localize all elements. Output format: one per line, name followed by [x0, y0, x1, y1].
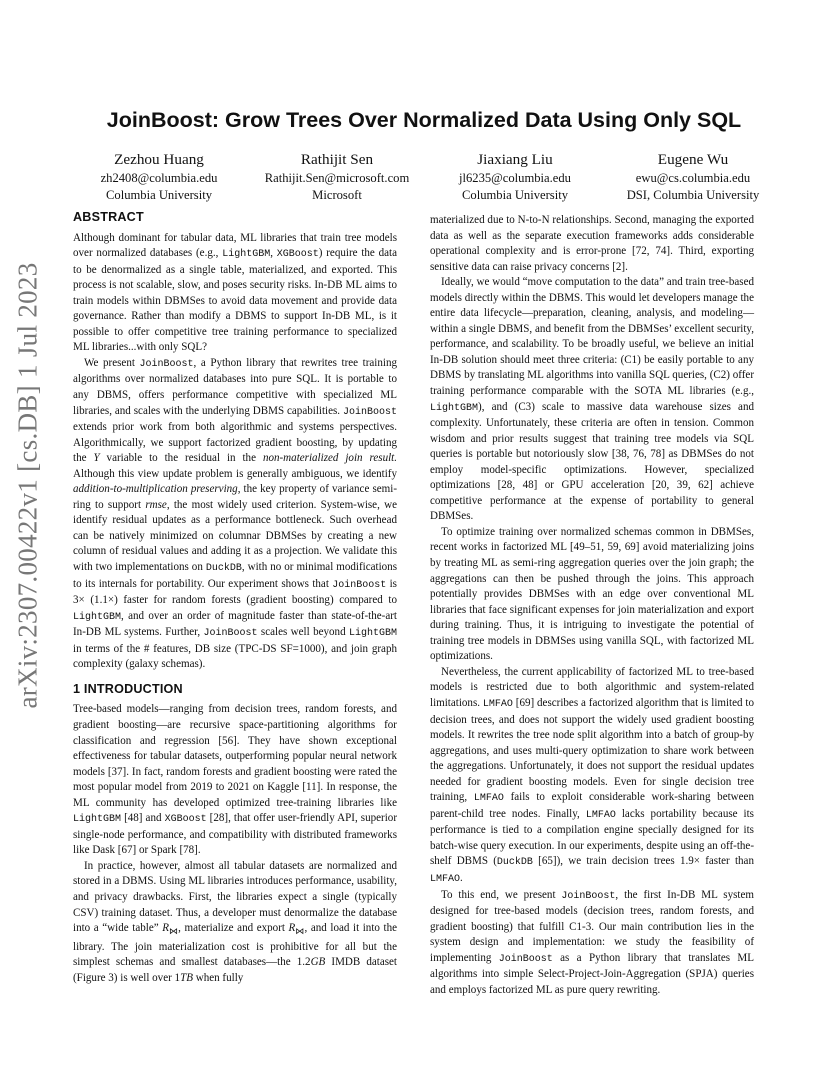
author-3	[426, 150, 604, 204]
abstract-heading: ABSTRACT	[73, 210, 144, 224]
author-email: ewu@cs.columbia.edu	[635, 171, 751, 185]
author-name: Rathijit Sen	[300, 151, 374, 168]
author-2	[248, 150, 426, 204]
introduction-heading: 1 INTRODUCTION	[73, 681, 183, 696]
intro-paragraph-3: materialized due to N-to-N relationships. Second, managing the exported data as well as the separate execution frameworks adds considerable operational complexity and is error-prone [72, 74]. Third, exporting sensitive data can raise privacy concerns [2].	[430, 214, 754, 273]
author-email: Rathijit.Sen@microsoft.com	[264, 171, 410, 185]
intro-paragraph-7: To this end, we present JoinBoost, the first In-DB ML system designed for tree-based models (decision trees, random forests, and gradient boosting) that fulfill C1-3. Our main contribution lies in the system design and implementation: we study the feasibility of implementing JoinBoost as a Python library that translates ML algorithms into simple Select-Project-Join-Aggregation (SPJA) queries and employs factorized ML as pure query rewriting.	[430, 888, 755, 996]
author-4	[604, 150, 782, 204]
intro-paragraph-2: In practice, however, almost all tabular datasets are normalized and stored in a DBMS. Using ML libraries introduces performance, usability, and privacy drawbacks. First, the libraries expect a single (typically CSV) training dataset. Thus, a developer must denormalize the database into a “wide table” $R_⋈$, materialize and export $R_⋈$, and load it into the library. The join materialization cost is prohibitive for all but the simplest schemas and smallest databases—the 1.2GB IMDB dataset (Figure 3) is well over 1TB when fully	[73, 859, 398, 984]
author-email: zh2408@columbia.edu	[100, 171, 218, 185]
author-email: jl6235@columbia.edu	[459, 171, 571, 185]
author-name: Jiaxiang Liu	[477, 151, 553, 168]
author-block	[70, 150, 782, 204]
author-1	[70, 150, 248, 204]
intro-paragraph-1: Tree-based models—ranging from decision trees, random forests, and gradient boosting—are recursive space-partitioning algorithms for classification and regression [56]. They have shown exceptional effectiveness for tabular datasets, outperforming popular neural network models [37]. In fact, random forests and gradient boosting were rated the most popular model from 2019 to 2021 on Kaggle [11]. In response, the ML community has developed optimized tree-training libraries like LightGBM [48] and XGBoost [28], that offer user-friendly API, superior single-node performance, and compatibility with distributed frameworks like Dask [67] or Spark [78].	[73, 703, 398, 857]
author-name: Eugene Wu	[657, 151, 729, 168]
author-affiliation: Microsoft	[312, 188, 362, 202]
intro-paragraph-5: To optimize training over normalized schemas common in DBMSes, recent works in factorized ML [49–51, 59, 69] avoid materializing joins by treating ML as semi-ring aggregation queries over the join graph; the aggregations can then be pushed through the joins. This approach potentially provides DBMSes with an edge over conventional ML libraries that face significant expenses for join materialization and export during training. Thus, it is intriguing to investigate the potential of training tree models in DBMSes using vanilla SQL, with factorized ML optimizations.	[430, 525, 754, 663]
author-affiliation: Columbia University	[462, 188, 568, 202]
intro-paragraph-6: Nevertheless, the current applicability of factorized ML to tree-based models is restricted due to both algorithmic and system-related limitations. LMFAO [69] describes a factorized algorithm that is limited to decision trees, and does not support the widely used gradient boosting models. It rewrites the tree node split algorithm into a batch of group-by aggregations, and uses multi-query optimization to share work between the aggregations. Unfortunately, it does not support the residual updates needed for gradient boosting models. Even for single decision tree training, LMFAO fails to exploit considerable work-sharing between parent-child tree nodes. Finally, LMFAO lacks portability because its performance is tied to a compilation engine specially designed for its batch-wise query execution. In our experiments, despite using an off-the-shelf DBMS (DuckDB [65]), we train decision trees 1.9× faster than LMFAO.	[430, 665, 755, 885]
arxiv-identifier-text: arXiv:2307.00422v1 [cs.DB] 1 Jul 2023	[12, 261, 43, 709]
abstract-paragraph-1: Although dominant for tabular data, ML libraries that train tree models over normalized databases (e.g., LightGBM, XGBoost) require the data to be denormalized as a single table, materialized, and exported. This process is not scalable, slow, and poses security risks. In-DB ML aims to train models within DBMSes to avoid data movement and provide data governance. Rather than modify a DBMS to support In-DB ML, is it possible to offer competitive tree training performance to specialized ML libraries...with only SQL?	[73, 231, 397, 354]
paper-title: JoinBoost: Grow Trees Over Normalized Data Using Only SQL	[106, 108, 742, 132]
abstract-paragraph-2: We present JoinBoost, a Python library that rewrites tree training algorithms over normalized databases into pure SQL. It is portable to any DBMS, offers performance competitive with specialized ML libraries, and scales with the underlying DBMS capabilities. JoinBoost extends prior work from both algorithmic and systems perspectives. Algorithmically, we support factorized gradient boosting, by updating the Y variable to the residual in the non-materialized join result. Although this view update problem is generally ambiguous, we identify addition-to-multiplication preserving, the key property of variance semi-ring to support rmse, the most widely used criterion. System-wise, we identify residual updates as a performance bottleneck. Such overhead can be natively minimized on columnar DBMSes by creating a new column of residual values and adding it as a projection. We validate this with two implementations on DuckDB, with no or minimal modifications to its internals for portability. Our experiment shows that JoinBoost is 3× (1.1×) faster for random forests (gradient boosting) compared to LightGBM, and over an order of magnitude faster than state-of-the-art In-DB ML systems. Further, JoinBoost scales well beyond LightGBM in terms of the # features, DB size (TPC-DS SF=1000), and join graph complexity (galaxy schemas).	[73, 356, 398, 671]
author-name: Zezhou Huang	[114, 151, 204, 168]
author-affiliation: Columbia University	[106, 188, 212, 202]
left-column	[73, 210, 397, 986]
arxiv-identifier	[8, 205, 48, 765]
author-affiliation: DSI, Columbia University	[626, 188, 760, 202]
intro-paragraph-4: Ideally, we would “move computation to the data” and train tree-based models directly within the DBMS. This would let developers manage the entire data lifecycle—preparation, cleaning, analysis, and modeling—within a single DBMS, and benefit from the DBMSes’ excellent security, performance, and scalability. To be broadly useful, we believe an initial In-DB solution should meet three criteria: (C1) be easily portable to any DBMS by translating ML algorithms into vanilla SQL queries, (C2) offer training performance comparable with the SOTA ML libraries (e.g., LightGBM), and (C3) scale to massive data warehouse sizes and complexity. Unfortunately, these criteria are often in tension. Common wisdom and prior results suggest that training tree models via SQL queries is portable but notoriously slow [38, 76, 78] as DBMSes do not employ model-specific optimizations. However, specialized optimizations [28, 48] or GPU acceleration [20, 39, 62] achieve competitive performance at the expense of portability to general DBMSes.	[430, 276, 754, 523]
right-column	[430, 213, 754, 998]
